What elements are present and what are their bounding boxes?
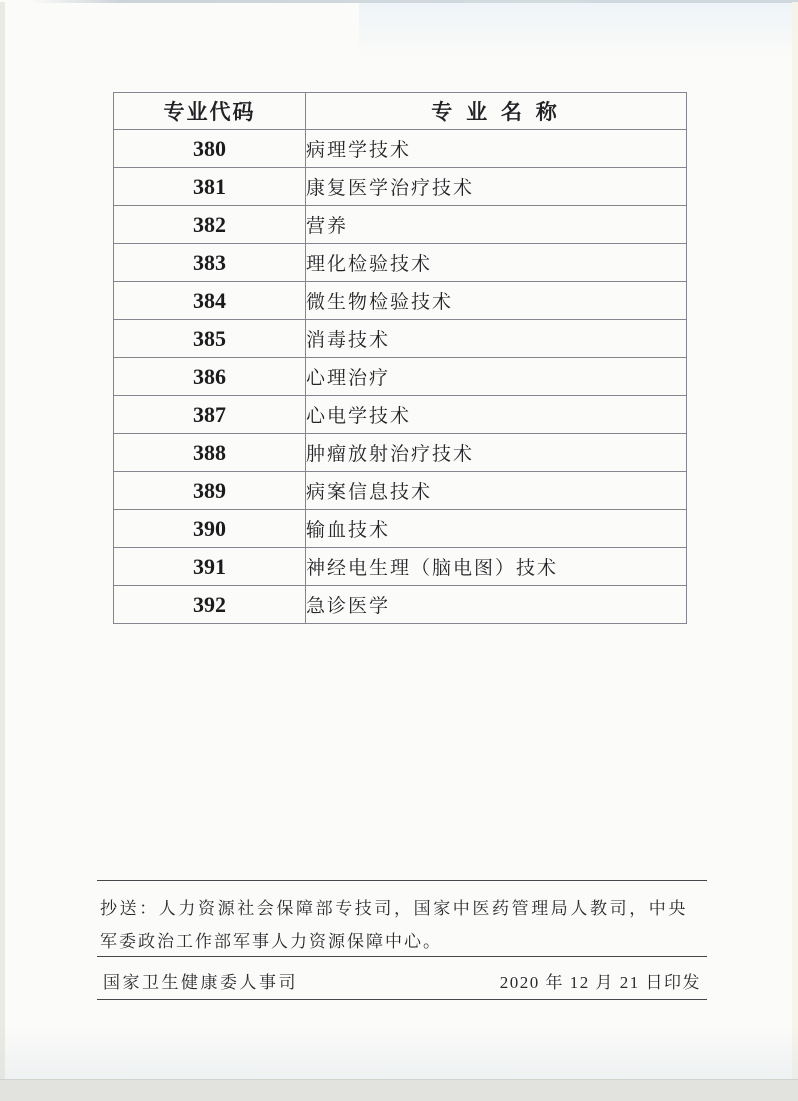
scan-tint-top-right bbox=[359, 3, 798, 58]
table-row bbox=[114, 358, 687, 396]
issuing-department: 国家卫生健康委人事司 bbox=[103, 972, 298, 992]
specialty-code: 382 bbox=[114, 206, 306, 244]
table-row bbox=[114, 548, 687, 586]
table-body bbox=[114, 130, 687, 624]
specialty-name: 营养 bbox=[306, 206, 687, 244]
specialty-name: 心电学技术 bbox=[306, 396, 687, 434]
specialty-code-table bbox=[113, 92, 687, 624]
table-row bbox=[114, 206, 687, 244]
table-row bbox=[114, 434, 687, 472]
table-row bbox=[114, 244, 687, 282]
specialty-name: 病案信息技术 bbox=[306, 472, 687, 510]
header-specialty-name: 专 业 名 称 bbox=[306, 93, 687, 130]
scan-right-strip bbox=[792, 2, 798, 1080]
footer-divider-middle bbox=[97, 956, 707, 957]
specialty-name: 病理学技术 bbox=[306, 130, 687, 168]
scan-bottom-band bbox=[0, 1079, 798, 1101]
table-header-row bbox=[114, 93, 687, 130]
specialty-code: 388 bbox=[114, 434, 306, 472]
table-row bbox=[114, 396, 687, 434]
specialty-name: 理化检验技术 bbox=[306, 244, 687, 282]
specialty-name: 微生物检验技术 bbox=[306, 282, 687, 320]
table-row bbox=[114, 510, 687, 548]
print-date: 2020 年 12 月 21 日印发 bbox=[499, 972, 701, 992]
specialty-name: 输血技术 bbox=[306, 510, 687, 548]
specialty-name: 消毒技术 bbox=[306, 320, 687, 358]
specialty-table-container bbox=[113, 92, 687, 624]
scan-tint-bottom bbox=[0, 1025, 798, 1080]
cc-line-1: 抄送：人力资源社会保障部专技司，国家中医药管理局人教司，中央 bbox=[100, 899, 688, 918]
issuer-row bbox=[103, 962, 701, 998]
specialty-code: 381 bbox=[114, 168, 306, 206]
specialty-name: 神经电生理（脑电图）技术 bbox=[306, 548, 687, 586]
specialty-code: 385 bbox=[114, 320, 306, 358]
cc-distribution-text bbox=[100, 892, 707, 958]
specialty-code: 391 bbox=[114, 548, 306, 586]
specialty-name: 肿瘤放射治疗技术 bbox=[306, 434, 687, 472]
footer-divider-bottom bbox=[97, 999, 707, 1000]
footer-divider-top bbox=[97, 880, 707, 881]
specialty-code: 389 bbox=[114, 472, 306, 510]
specialty-name: 康复医学治疗技术 bbox=[306, 168, 687, 206]
specialty-code: 383 bbox=[114, 244, 306, 282]
table-row bbox=[114, 130, 687, 168]
table-row bbox=[114, 472, 687, 510]
specialty-code: 384 bbox=[114, 282, 306, 320]
specialty-code: 390 bbox=[114, 510, 306, 548]
table-row bbox=[114, 282, 687, 320]
scan-left-strip bbox=[0, 2, 5, 1080]
table-row bbox=[114, 586, 687, 624]
specialty-code: 392 bbox=[114, 586, 306, 624]
table-row bbox=[114, 320, 687, 358]
header-specialty-code: 专业代码 bbox=[114, 93, 306, 130]
specialty-code: 386 bbox=[114, 358, 306, 396]
cc-line-2: 军委政治工作部军事人力资源保障中心。 bbox=[100, 932, 442, 951]
specialty-name: 心理治疗 bbox=[306, 358, 687, 396]
table-row bbox=[114, 168, 687, 206]
specialty-code: 380 bbox=[114, 130, 306, 168]
specialty-code: 387 bbox=[114, 396, 306, 434]
specialty-name: 急诊医学 bbox=[306, 586, 687, 624]
